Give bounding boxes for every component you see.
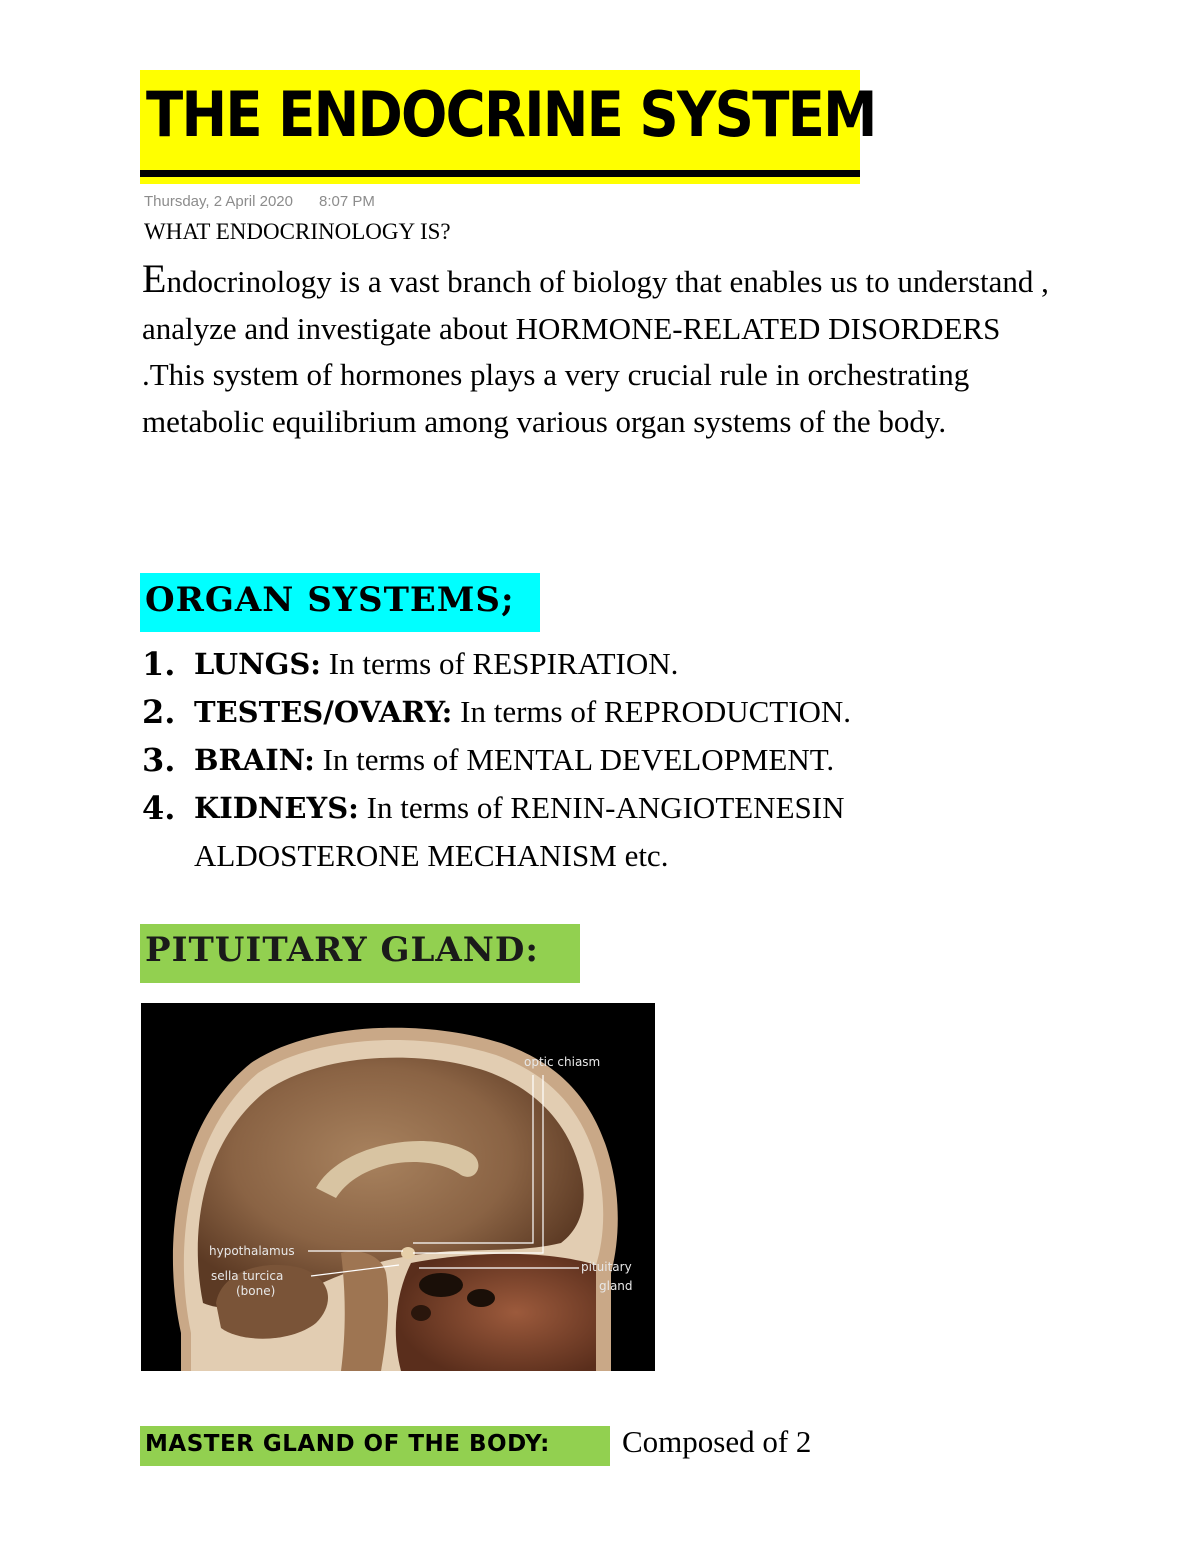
question-heading: WHAT ENDOCRINOLOGY IS? [144, 219, 451, 244]
list-desc: In terms of RESPIRATION. [321, 646, 679, 681]
label-gland: gland [599, 1279, 633, 1293]
note-time: 8:07 PM [318, 193, 375, 210]
list-item [142, 640, 1062, 688]
list-desc: In terms of RENIN-ANGIOTENESIN ALDOSTERONE MECHANISM etc. [194, 790, 845, 873]
list-desc: In terms of REPRODUCTION. [452, 694, 852, 729]
master-gland-heading: MASTER GLAND OF THE BODY: [145, 1431, 550, 1457]
label-sella-turcica: sella turcica [211, 1269, 284, 1283]
page-title: THE ENDOCRINE SYSTEM [146, 78, 876, 151]
label-pituitary: pituitary [581, 1260, 632, 1274]
label-optic-chiasm: optic chiasm [524, 1055, 601, 1069]
list-term: TESTES/OVARY: [194, 695, 453, 729]
list-desc: In terms of MENTAL DEVELOPMENT. [314, 742, 835, 777]
intro-paragraph [142, 256, 1062, 445]
note-date: Thursday, 2 April 2020 [144, 193, 293, 210]
organ-systems-heading: ORGAN SYSTEMS; [145, 580, 515, 620]
list-term: LUNGS: [194, 647, 322, 681]
list-item [142, 784, 1062, 880]
list-number: 4. [142, 789, 176, 827]
label-hypothalamus: hypothalamus [209, 1244, 295, 1258]
brain-section-image [141, 1003, 655, 1371]
intro-dropcap: E [142, 256, 167, 301]
title-underline [140, 170, 860, 177]
list-term: BRAIN: [194, 743, 315, 777]
list-number: 2. [142, 693, 176, 731]
list-item [142, 736, 1062, 784]
note-metadata [144, 193, 375, 210]
intro-text: ndocrinology is a vast branch of biology that enables us to understand , analyze and investigate about HORMONE-RELATED DISORDERS .This system of hormones plays a very crucial rule in orchestrating metabolic equilibrium among various organ systems of the body. [142, 264, 1049, 439]
pituitary-heading: PITUITARY GLAND: [145, 930, 539, 970]
master-gland-text: Composed of 2 [622, 1424, 812, 1459]
list-number: 3. [142, 741, 176, 779]
title-highlight [140, 70, 876, 184]
list-item [142, 688, 1062, 736]
list-number: 1. [142, 645, 176, 683]
label-bone: (bone) [236, 1284, 276, 1298]
organ-systems-list [142, 640, 1062, 880]
list-term: KIDNEYS: [194, 791, 359, 825]
